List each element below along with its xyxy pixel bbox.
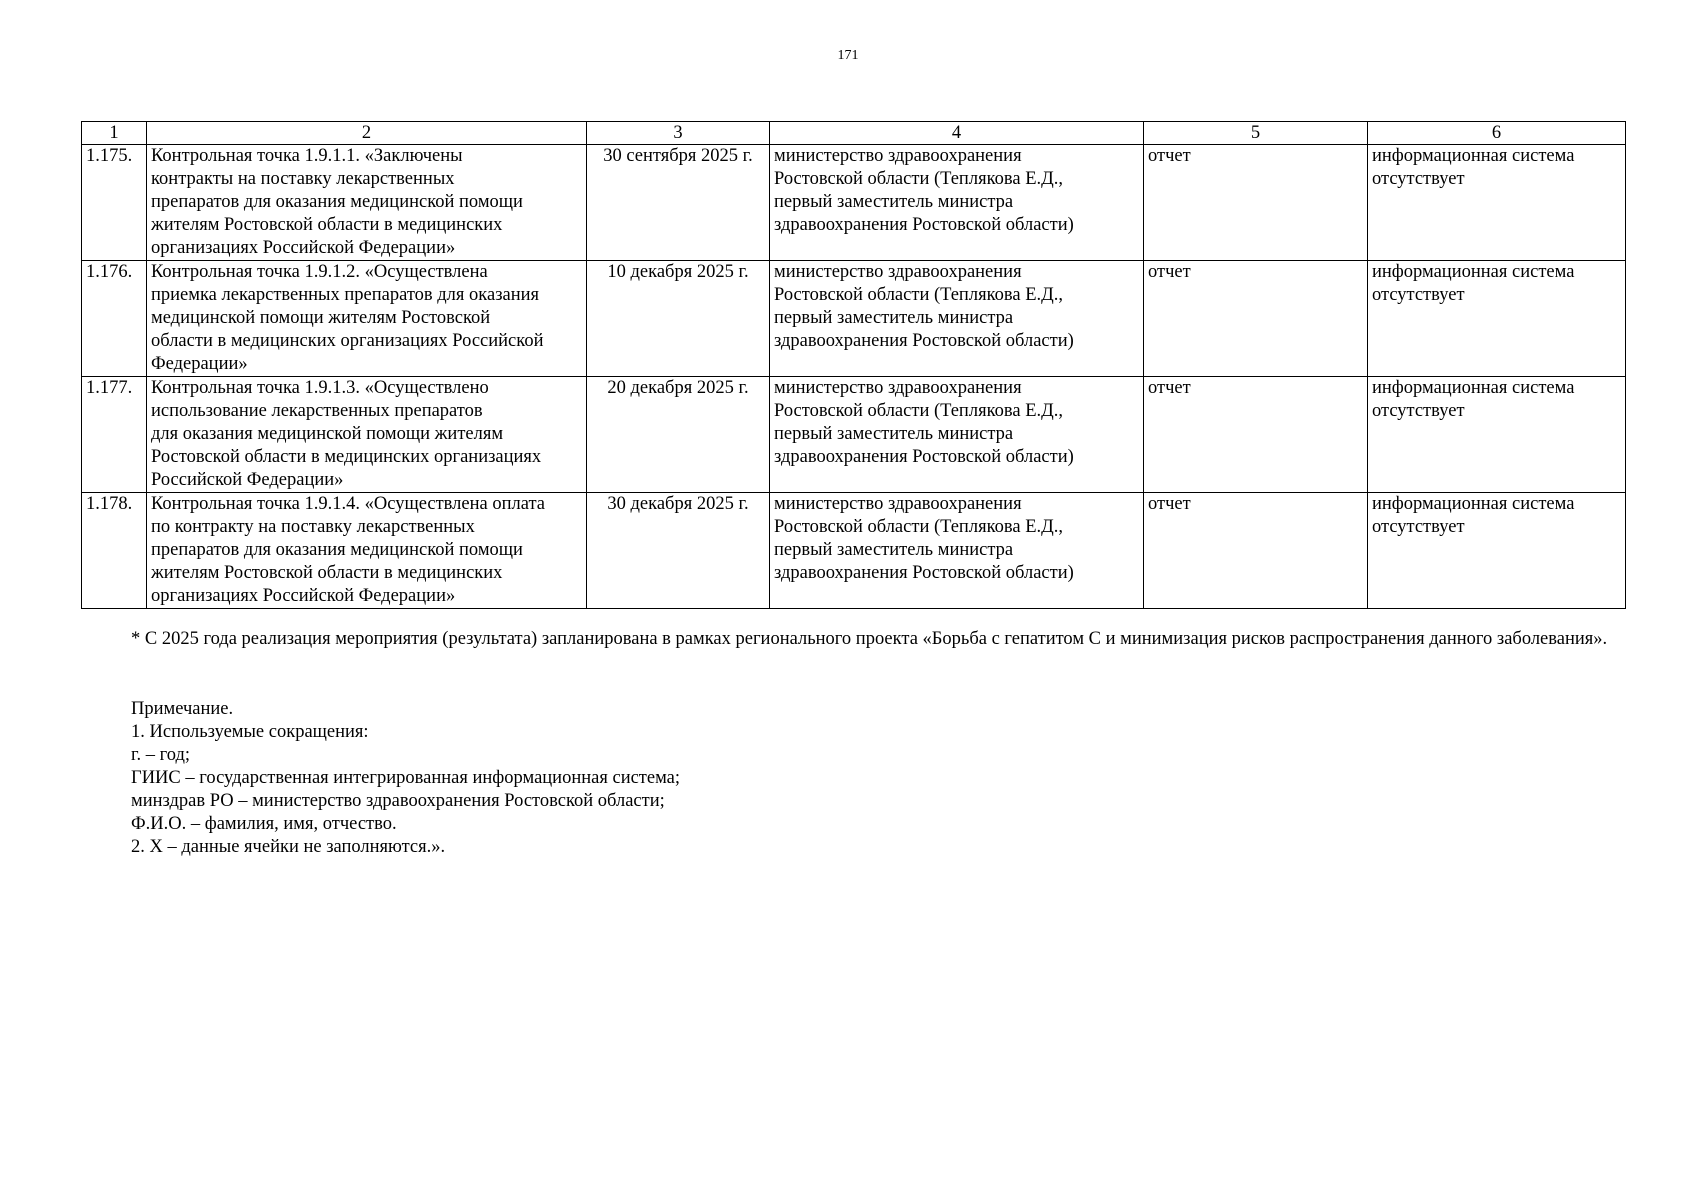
row-date: 30 сентября 2025 г. — [587, 145, 770, 261]
remarks-line: 1. Используемые сокращения: — [131, 722, 369, 742]
remarks-line: 2. Х – данные ячейки не заполняются.». — [131, 837, 446, 857]
page-number: 171 — [837, 48, 859, 63]
row-date: 20 декабря 2025 г. — [587, 377, 770, 493]
remarks-line: минздрав РО – министерство здравоохранения Ростовской области; — [131, 791, 665, 811]
remarks-line: Ф.И.О. – фамилия, имя, отчество. — [131, 814, 397, 834]
column-header: 5 — [1144, 122, 1368, 145]
table-row — [82, 261, 1626, 377]
row-responsible: министерство здравоохранения Ростовской области (Теплякова Е.Д., первый заместитель министра здравоохранения Ростовской области) — [770, 377, 1144, 493]
column-header: 4 — [770, 122, 1144, 145]
remarks-line: г. – год; — [131, 745, 191, 765]
column-header: 2 — [147, 122, 587, 145]
row-information-system: информационная система отсутствует — [1368, 377, 1626, 493]
row-number: 1.178. — [82, 493, 147, 609]
row-responsible: министерство здравоохранения Ростовской области (Теплякова Е.Д., первый заместитель министра здравоохранения Ростовской области) — [770, 261, 1144, 377]
row-description: Контрольная точка 1.9.1.1. «Заключены контракты на поставку лекарственных препаратов для оказания медицинской помощи жителям Ростовской области в медицинских организациях Российской Федерации» — [147, 145, 587, 261]
row-document-type: отчет — [1144, 377, 1368, 493]
table-row — [82, 145, 1626, 261]
row-number: 1.175. — [82, 145, 147, 261]
column-header: 1 — [82, 122, 147, 145]
row-document-type: отчет — [1144, 261, 1368, 377]
remarks-title: Примечание. — [131, 699, 234, 719]
remarks-block — [81, 698, 1625, 859]
column-header: 6 — [1368, 122, 1626, 145]
row-description: Контрольная точка 1.9.1.4. «Осуществлена оплата по контракту на поставку лекарственных препаратов для оказания медицинской помощи жителям Ростовской области в медицинских организациях Российской Федерации» — [147, 493, 587, 609]
row-information-system: информационная система отсутствует — [1368, 261, 1626, 377]
row-number: 1.177. — [82, 377, 147, 493]
row-document-type: отчет — [1144, 493, 1368, 609]
row-description: Контрольная точка 1.9.1.3. «Осуществлено использование лекарственных препаратов для оказания медицинской помощи жителям Ростовской области в медицинских организациях Российской Федерации» — [147, 377, 587, 493]
table-header-row — [82, 122, 1626, 145]
row-date: 10 декабря 2025 г. — [587, 261, 770, 377]
remarks-line: ГИИС – государственная интегрированная информационная система; — [131, 768, 681, 788]
table-row — [82, 377, 1626, 493]
table-row — [82, 493, 1626, 609]
row-information-system: информационная система отсутствует — [1368, 145, 1626, 261]
row-responsible: министерство здравоохранения Ростовской области (Теплякова Е.Д., первый заместитель министра здравоохранения Ростовской области) — [770, 145, 1144, 261]
row-information-system: информационная система отсутствует — [1368, 493, 1626, 609]
row-document-type: отчет — [1144, 145, 1368, 261]
row-number: 1.176. — [82, 261, 147, 377]
row-description: Контрольная точка 1.9.1.2. «Осуществлена приемка лекарственных препаратов для оказания медицинской помощи жителям Ростовской области в медицинских организациях Российской Федерации» — [147, 261, 587, 377]
column-header: 3 — [587, 122, 770, 145]
footnote: * С 2025 года реализация мероприятия (результата) запланирована в рамках регионального проекта «Борьба с гепатитом С и минимизация рисков распространения данного заболевания». — [131, 629, 1608, 649]
control-points-table — [81, 121, 1626, 609]
row-responsible: министерство здравоохранения Ростовской области (Теплякова Е.Д., первый заместитель министра здравоохранения Ростовской области) — [770, 493, 1144, 609]
row-date: 30 декабря 2025 г. — [587, 493, 770, 609]
